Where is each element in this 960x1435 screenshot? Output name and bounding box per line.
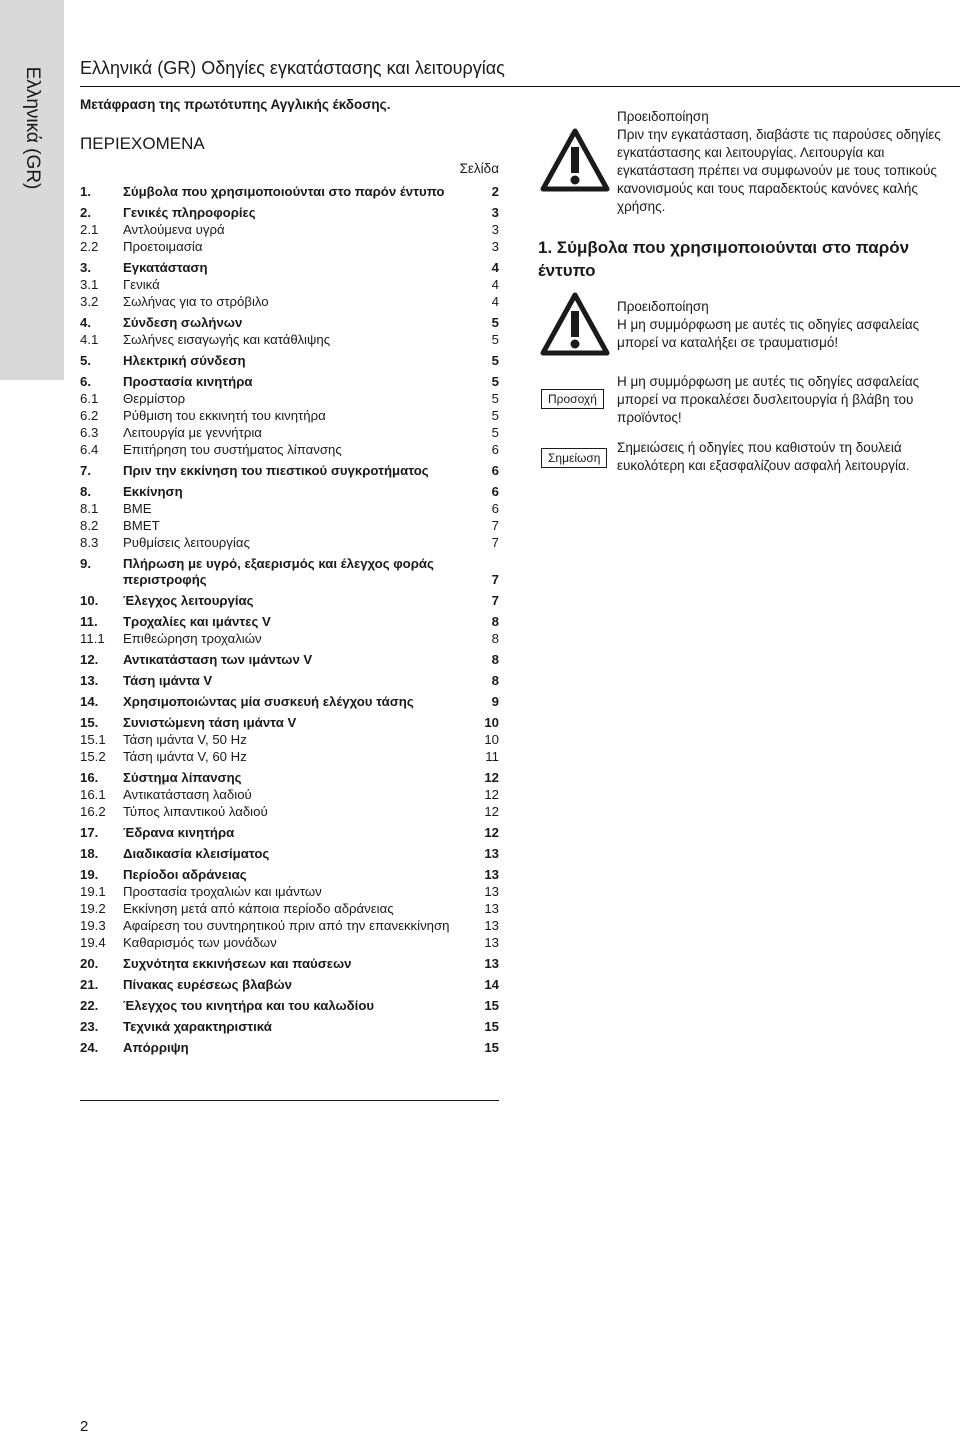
toc-row-number: 14.	[80, 694, 99, 709]
toc-row-page: 5	[491, 315, 499, 330]
toc-row	[80, 614, 499, 630]
toc-row-title: Ηλεκτρική σύνδεση	[123, 353, 246, 368]
toc-row-page: 9	[491, 694, 499, 709]
toc-row-title: Τάση ιμάντα V	[123, 673, 213, 688]
toc-row-title: Εκκίνηση μετά από κάποια περίοδο αδράνειας	[123, 901, 394, 916]
section-1-heading: 1. Σύμβολα που χρησιμοποιούνται στο παρόν έντυπο	[538, 238, 910, 280]
toc-row-number: 16.2	[80, 804, 106, 819]
toc-row-title: Προστασία κινητήρα	[123, 374, 253, 389]
symbol-warning	[617, 298, 952, 352]
toc-row-number: 20.	[80, 956, 99, 971]
toc-row-title: Συχνότητα εκκινήσεων και παύσεων	[123, 956, 352, 971]
toc-row-page: 2	[491, 184, 499, 199]
toc-row-number: 19.	[80, 867, 99, 882]
document-title: Ελληνικά (GR) Οδηγίες εγκατάστασης και λειτουργίας	[80, 58, 505, 78]
toc-row-title: Έλεγχος του κινητήρα και του καλωδίου	[123, 998, 375, 1013]
toc-row-number: 19.3	[80, 918, 106, 933]
toc-row-title: Συνιστώμενη τάση ιμάντα V	[123, 715, 297, 730]
toc-row-page: 7	[491, 535, 499, 550]
toc-row-number: 7.	[80, 463, 91, 478]
toc-row	[80, 846, 499, 862]
toc-row	[80, 463, 499, 479]
toc-row-page: 12	[484, 804, 499, 819]
toc-row-number: 6.4	[80, 442, 99, 457]
toc-row	[80, 391, 499, 407]
toc-row-page: 5	[491, 332, 499, 347]
toc-row-title: Έδρανα κινητήρα	[123, 825, 235, 840]
toc-row-number: 21.	[80, 977, 99, 992]
toc-row-number: 6.3	[80, 425, 99, 440]
toc-row-page: 15	[484, 1019, 499, 1034]
toc-row	[80, 277, 499, 293]
translation-note: Μετάφραση της πρωτότυπης Αγγλικής έκδοσης.	[80, 97, 391, 112]
toc-row	[80, 825, 499, 841]
toc-bottom-divider	[80, 1100, 499, 1101]
toc-row	[80, 535, 499, 551]
toc-row-page: 10	[484, 732, 499, 747]
toc-row-page: 8	[491, 673, 499, 688]
toc-row-number: 3.	[80, 260, 91, 275]
toc-row-number: 10.	[80, 593, 99, 608]
toc-page-column-header: Σελίδα	[459, 161, 499, 176]
toc-row-number: 11.1	[80, 631, 105, 646]
toc-row	[80, 652, 499, 668]
toc-row-page: 5	[491, 353, 499, 368]
toc-row-page: 6	[491, 442, 499, 457]
symbol-warning-text: Η μη συμμόρφωση με αυτές τις οδηγίες ασφαλείας μπορεί να καταλήξει σε τραυματισμό!	[617, 317, 920, 350]
toc-row-number: 8.3	[80, 535, 99, 550]
toc-row	[80, 332, 499, 348]
toc-row-title: Εκκίνηση	[123, 484, 183, 499]
toc-row	[80, 260, 499, 276]
toc-row-number: 8.1	[80, 501, 99, 516]
toc-row-page: 5	[491, 408, 499, 423]
toc-row-title: Προστασία τροχαλιών και ιμάντων	[123, 884, 322, 899]
toc-row-title: Σύμβολα που χρησιμοποιούνται στο παρόν έντυπο	[123, 184, 445, 199]
toc-row	[80, 518, 499, 534]
toc-row-title: Αντικατάσταση λαδιού	[123, 787, 252, 802]
toc-row	[80, 977, 499, 993]
toc-row-title: Τύπος λιπαντικού λαδιού	[123, 804, 268, 819]
toc-row-title: Καθαρισμός των μονάδων	[123, 935, 277, 950]
toc-row	[80, 770, 499, 786]
toc-row-title: Απόρριψη	[123, 1040, 189, 1055]
toc-row	[80, 222, 499, 238]
toc-row-title: Εγκατάσταση	[123, 260, 208, 275]
toc-row	[80, 501, 499, 517]
toc-row-title: Αντικατάσταση των ιμάντων V	[123, 652, 313, 667]
toc-row-page: 15	[484, 998, 499, 1013]
note-label-box: Σημείωση	[541, 448, 607, 468]
toc-row-number: 19.1	[80, 884, 106, 899]
toc-row-number: 15.1	[80, 732, 106, 747]
toc-row-title: Χρησιμοποιώντας μία συσκευή ελέγχου τάσης	[123, 694, 414, 709]
toc-row-title: Τεχνικά χαρακτηριστικά	[123, 1019, 272, 1034]
toc-row-number: 8.2	[80, 518, 99, 533]
caution-label-box: Προσοχή	[541, 389, 604, 409]
toc-row-number: 4.1	[80, 332, 99, 347]
toc-row-page: 3	[491, 205, 499, 220]
toc-row-number: 1.	[80, 184, 91, 199]
toc-row-page: 5	[491, 425, 499, 440]
toc-row-number: 15.	[80, 715, 99, 730]
toc-row	[80, 484, 499, 500]
toc-row	[80, 867, 499, 883]
toc-row	[80, 956, 499, 972]
toc-row	[80, 935, 499, 951]
toc-row-title: BMET	[123, 518, 160, 533]
toc-row-title: Τάση ιμάντα V, 50 Hz	[123, 732, 247, 747]
toc-row-number: 6.2	[80, 408, 99, 423]
toc-row-title: Πριν την εκκίνηση του πιεστικού συγκροτήματος	[123, 463, 429, 478]
toc-row-number: 8.	[80, 484, 91, 499]
toc-row-title: Ρυθμίσεις λειτουργίας	[123, 535, 250, 550]
toc-row	[80, 239, 499, 255]
toc-row-page: 13	[484, 901, 499, 916]
toc-row	[80, 998, 499, 1014]
toc-row-title: Έλεγχος λειτουργίας	[123, 593, 254, 608]
toc-row-title: Επιτήρηση του συστήματος λίπανσης	[123, 442, 342, 457]
warning-intro	[617, 108, 952, 216]
toc-row-title: Τάση ιμάντα V, 60 Hz	[123, 749, 247, 764]
toc-row-page: 13	[484, 918, 499, 933]
toc-row-title: Γενικές πληροφορίες	[123, 205, 256, 220]
toc-row	[80, 425, 499, 441]
toc-row-page: 13	[484, 935, 499, 950]
toc-row-title: Διαδικασία κλεισίματος	[123, 846, 270, 861]
toc-row-page: 4	[491, 294, 499, 309]
warning-intro-text: Πριν την εγκατάσταση, διαβάστε τις παρούσες οδηγίες εγκατάστασης και λειτουργίας. Λειτουργία και εγκατάσταση πρέπει να συμφωνούν με τους τοπικούς κανονισμούς και τους παραδεκτούς κανόνες καλής χρήσης.	[617, 127, 941, 214]
toc-row-page: 4	[491, 260, 499, 275]
toc-row-title: Σωλήνας για το στρόβιλο	[123, 294, 269, 309]
toc-row	[80, 184, 499, 200]
toc-row-title: Προετοιμασία	[123, 239, 203, 254]
symbol-caution-text: Η μη συμμόρφωση με αυτές τις οδηγίες ασφαλείας μπορεί να προκαλέσει δυσλειτουργία ή βλάβη του προϊόντος!	[617, 374, 920, 425]
toc-row-number: 12.	[80, 652, 99, 667]
toc-row-title: BME	[123, 501, 152, 516]
toc-row-title: Αφαίρεση του συντηρητικού πριν από την επανεκκίνηση	[123, 918, 450, 933]
toc-row-number: 5.	[80, 353, 91, 368]
toc-row	[80, 631, 499, 647]
toc-row-page: 7	[491, 518, 499, 533]
toc-row-page: 13	[484, 867, 499, 882]
toc-row-number: 3.1	[80, 277, 99, 292]
toc-row-title: Τροχαλίες και ιμάντες V	[123, 614, 271, 629]
symbol-note-text: Σημειώσεις ή οδηγίες που καθιστούν τη δουλειά ευκολότερη και εξασφαλίζουν ασφαλή λειτουργία.	[617, 440, 910, 473]
toc-row	[80, 804, 499, 820]
toc-row-number: 18.	[80, 846, 99, 861]
toc-row-title: Λειτουργία με γεννήτρια	[123, 425, 262, 440]
toc-row-number: 3.2	[80, 294, 99, 309]
toc-row	[80, 294, 499, 310]
toc-row-title: Ρύθμιση του εκκινητή του κινητήρα	[123, 408, 326, 423]
toc-row-number: 11.	[80, 614, 98, 629]
toc-row	[80, 205, 499, 221]
toc-row	[80, 884, 499, 900]
toc-row-number: 22.	[80, 998, 99, 1013]
toc-row-page: 15	[484, 1040, 499, 1055]
warning-triangle-icon	[540, 128, 610, 192]
table-of-contents	[80, 184, 499, 1056]
toc-row	[80, 1040, 499, 1056]
toc-row	[80, 749, 499, 765]
toc-row-page: 5	[491, 391, 499, 406]
toc-row	[80, 374, 499, 390]
toc-row	[80, 315, 499, 331]
language-tab-label: Ελληνικά (GR)	[22, 66, 43, 190]
page-number: 2	[80, 1418, 89, 1435]
toc-row-number: 2.	[80, 205, 91, 220]
toc-row-page: 5	[491, 374, 499, 389]
toc-row-page: 7	[491, 593, 499, 608]
toc-row	[80, 673, 499, 689]
toc-row-title: Πίνακας ευρέσεως βλαβών	[123, 977, 293, 992]
toc-row-page: 8	[491, 614, 499, 629]
toc-row-number: 6.1	[80, 391, 99, 406]
toc-row	[80, 787, 499, 803]
toc-row	[80, 353, 499, 369]
toc-row-number: 4.	[80, 315, 91, 330]
toc-row	[80, 694, 499, 710]
warning-intro-title: Προειδοποίηση	[617, 109, 709, 124]
toc-row-page: 6	[491, 463, 499, 478]
toc-row-number: 6.	[80, 374, 91, 389]
toc-row-number: 16.	[80, 770, 99, 785]
toc-row	[80, 918, 499, 934]
toc-row-title: Περίοδοι αδράνειας	[123, 867, 247, 882]
warning-triangle-icon	[540, 292, 610, 356]
toc-row-title: Σωλήνες εισαγωγής και κατάθλιψης	[123, 332, 331, 347]
toc-row-number: 24.	[80, 1040, 99, 1055]
toc-row-title: Σύνδεση σωλήνων	[123, 315, 243, 330]
toc-row-title: Σύστημα λίπανσης	[123, 770, 242, 785]
toc-row-page: 13	[484, 846, 499, 861]
toc-row-title: Γενικά	[123, 277, 160, 292]
toc-row-page: 14	[484, 977, 499, 992]
toc-row-page: 6	[491, 501, 499, 516]
toc-row-page: 8	[491, 652, 499, 667]
toc-row-page: 6	[491, 484, 499, 499]
toc-row-page: 11	[485, 749, 499, 764]
toc-row-number: 23.	[80, 1019, 99, 1034]
toc-row-page: 4	[491, 277, 499, 292]
toc-row-number: 16.1	[80, 787, 106, 802]
toc-row-page: 12	[484, 825, 499, 840]
toc-row-title: Θερμίστορ	[123, 391, 186, 406]
toc-row-page: 12	[484, 770, 499, 785]
toc-row	[80, 901, 499, 917]
toc-row-page: 3	[491, 239, 499, 254]
toc-row-number: 19.2	[80, 901, 106, 916]
toc-row	[80, 1019, 499, 1035]
toc-row	[80, 732, 499, 748]
toc-row-page: 10	[484, 715, 499, 730]
toc-row-number: 2.1	[80, 222, 99, 237]
toc-row	[80, 442, 499, 458]
toc-heading: ΠΕΡΙΕΧΟΜΕΝΑ	[80, 134, 205, 153]
header-divider	[80, 86, 960, 87]
toc-row	[80, 715, 499, 731]
toc-row-page: 8	[491, 631, 499, 646]
toc-row-title: Επιθεώρηση τροχαλιών	[123, 631, 262, 646]
toc-row-number: 13.	[80, 673, 99, 688]
toc-row-number: 15.2	[80, 749, 106, 764]
toc-row-number: 17.	[80, 825, 99, 840]
symbol-warning-title: Προειδοποίηση	[617, 299, 709, 314]
toc-row	[80, 556, 499, 588]
toc-row-number: 2.2	[80, 239, 99, 254]
toc-row-title: Πλήρωση με υγρό, εξαερισμός και έλεγχος φοράς περιστροφής	[123, 556, 434, 587]
toc-row-title: Αντλούμενα υγρά	[123, 222, 225, 237]
toc-row	[80, 593, 499, 609]
toc-row-page: 13	[484, 884, 499, 899]
toc-row-page: 12	[484, 787, 499, 802]
toc-row-number: 19.4	[80, 935, 106, 950]
toc-row	[80, 408, 499, 424]
language-side-tab	[0, 0, 64, 380]
toc-row-number: 9.	[80, 556, 91, 571]
toc-row-page: 13	[484, 956, 499, 971]
toc-row-page: 3	[491, 222, 499, 237]
toc-row-page: 7	[491, 572, 499, 587]
